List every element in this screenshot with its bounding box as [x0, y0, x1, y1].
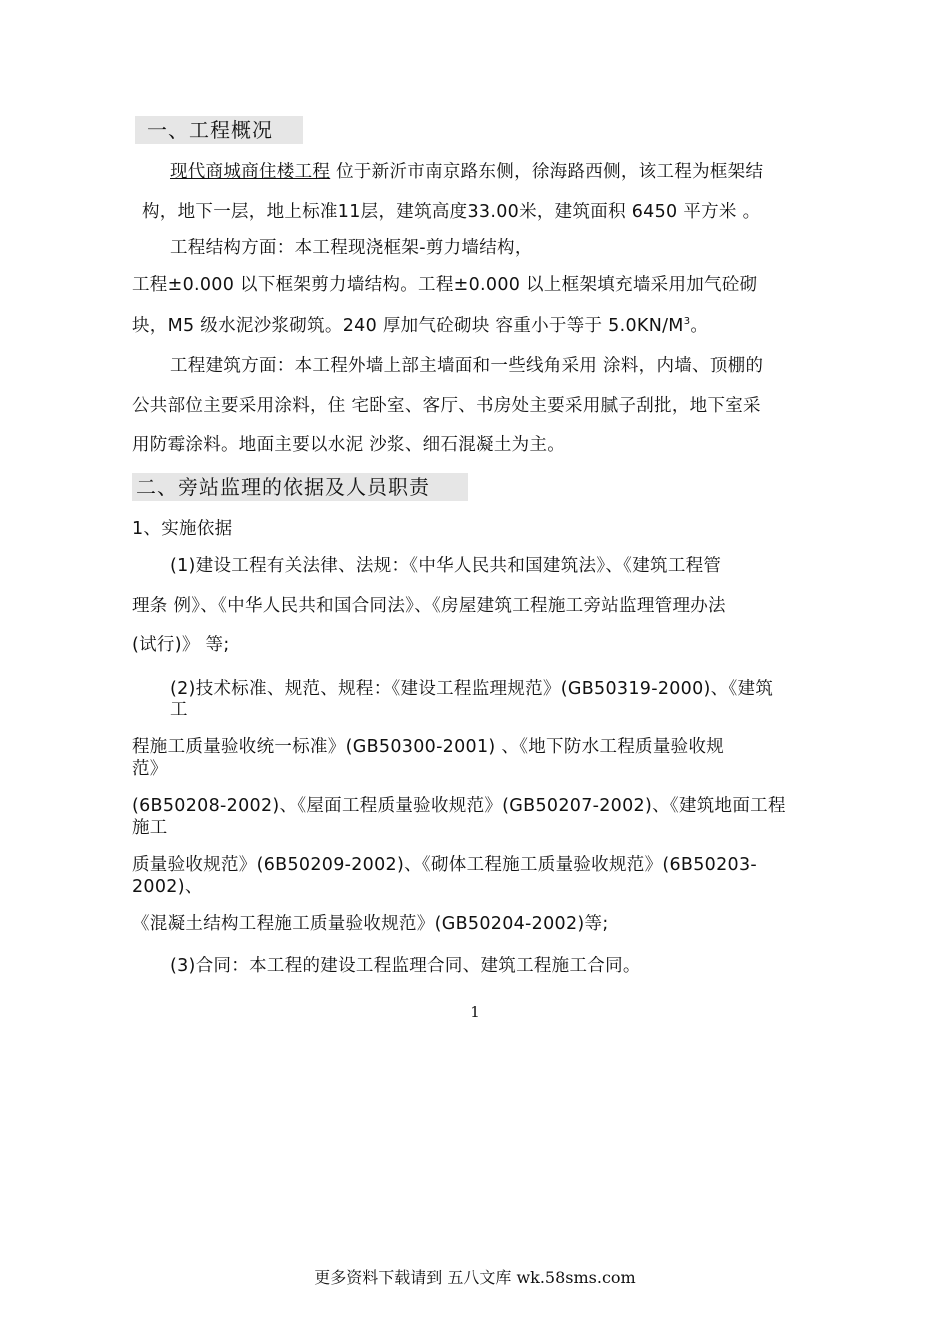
page-number: 1 [470, 1003, 480, 1021]
project-name: 现代商城商住楼工程 [170, 162, 331, 182]
paragraph-line: 工程±0.000 以下框架剪力墙结构。工程±0.000 以上框架填充墙采用加气砼砌 [132, 275, 758, 295]
list-item-line: (试行)》 等; [132, 635, 230, 655]
paragraph-text: 块，M5 级水泥沙浆砌筑。240 厚加气砼砌块 容重小于等于 5.0KN/M [132, 316, 684, 336]
paragraph-text: 位于新沂市南京路东侧，徐海路西侧，该工程为框架结 [330, 162, 764, 182]
paragraph-line: 用防霉涂料。地面主要以水泥 沙浆、细石混凝土为主。 [132, 435, 566, 455]
list-item-line: (2)技术标准、规范、规程：《建设工程监理规范》(GB50319-2000)、《建筑 [170, 679, 774, 699]
list-item-line: 质量验收规范》(6B50209-2002)、《砌体工程施工质量验收规范》(6B50203- [132, 855, 758, 875]
list-item-line: (1)建设工程有关法律、法规：《中华人民共和国建筑法》、《建筑工程管 [170, 556, 722, 576]
list-item-line: 2002)、 [132, 877, 203, 897]
paragraph-line: 工程结构方面：本工程现浇框架-剪力墙结构， [170, 238, 533, 258]
superscript: 3 [683, 316, 691, 328]
list-item-line: 施工 [132, 818, 168, 838]
paragraph-line: 构，地下一层，地上标准11层，建筑高度33.00米，建筑面积 6450 平方米 。 [142, 202, 761, 222]
list-item-line: 范》 [132, 759, 168, 779]
list-item-line: 工 [170, 700, 188, 720]
paragraph-text: 。 [690, 316, 709, 336]
list-item-line: (6B50208-2002)、《屋面工程质量验收规范》(GB50207-2002)、《建筑地面工程 [132, 796, 786, 816]
paragraph-line: 公共部位主要采用涂料，住 宅卧室、客厅、书房处主要采用腻子刮批，地下室采 [132, 396, 761, 416]
section-heading-basis: 二、旁站监理的依据及人员职责 [132, 473, 468, 501]
list-item-line: 《混凝土结构工程施工质量验收规范》(GB50204-2002)等; [132, 914, 609, 934]
footer-text: 更多资料下载请到 五八文库 wk.58sms.com [314, 1268, 636, 1287]
list-item-line: 程施工质量验收统一标准》(GB50300-2001) 、《地下防水工程质量验收规 [132, 737, 725, 757]
paragraph-line: 工程建筑方面：本工程外墙上部主墙面和一些线角采用 涂料，内墙、顶棚的 [170, 356, 764, 376]
list-item-line: (3)合同：本工程的建设工程监理合同、建筑工程施工合同。 [170, 956, 641, 976]
subheading: 1、实施依据 [132, 519, 233, 539]
list-item-line: 理条 例》、《中华人民共和国合同法》、《房屋建筑工程施工旁站监理管理办法 [132, 596, 726, 616]
paragraph-line [170, 159, 763, 185]
section-heading-overview: 一、工程概况 [135, 116, 303, 144]
paragraph-line [132, 313, 708, 339]
